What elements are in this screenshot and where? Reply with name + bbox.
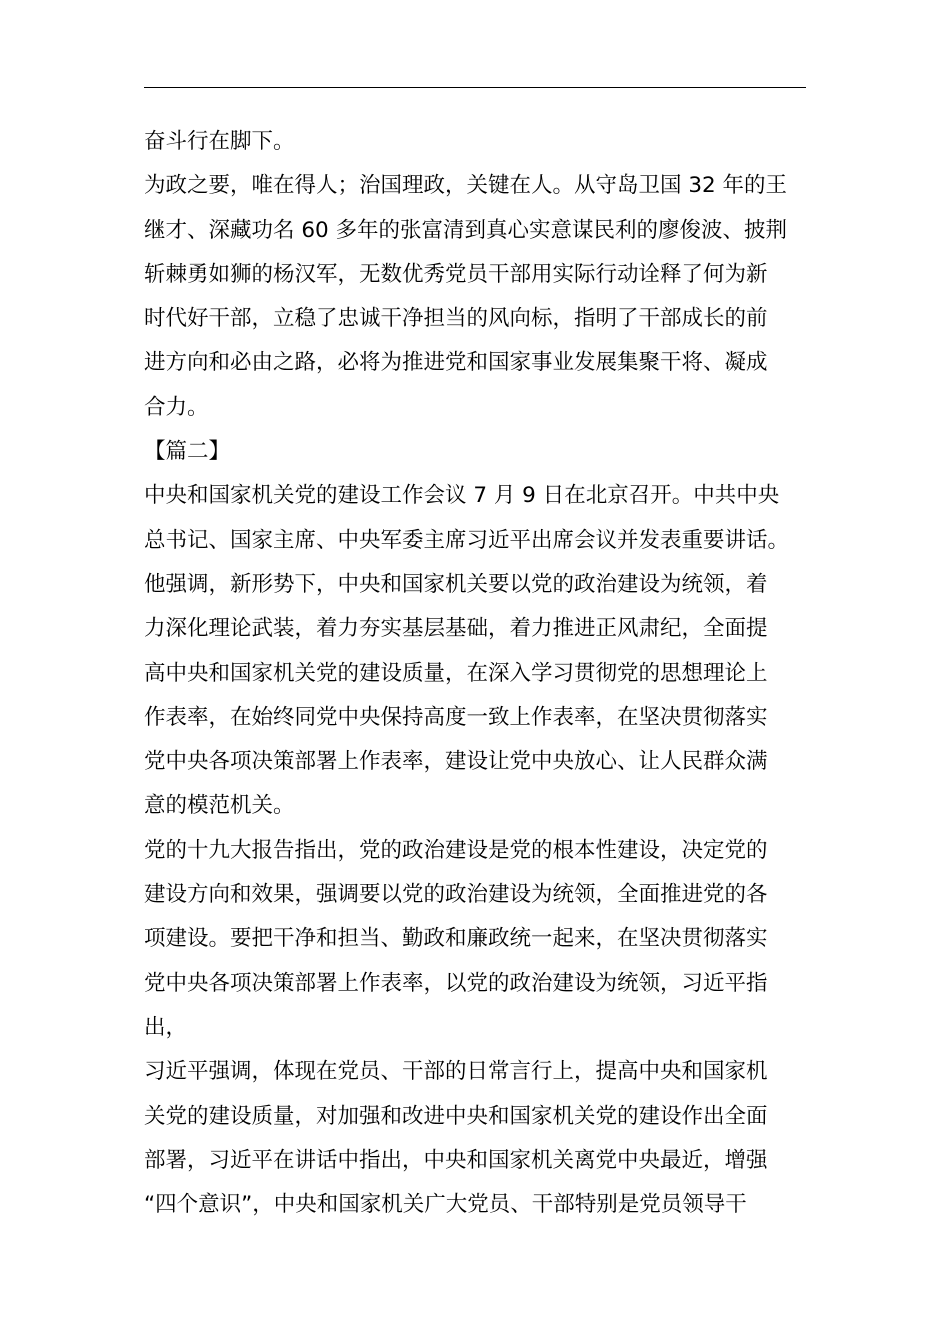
text-line: 建设方向和效果，强调要以党的政治建设为统领，全面推进党的各 bbox=[144, 882, 768, 908]
text-line: 关党的建设质量，对加强和改进中央和国家机关党的建设作出全面 bbox=[144, 1103, 768, 1129]
text-line: 他强调，新形势下，中央和国家机关要以党的政治建设为统领，着 bbox=[144, 571, 768, 597]
text-line: 党中央各项决策部署上作表率，以党的政治建设为统领，习近平指 bbox=[144, 970, 768, 996]
section-heading: 【篇二】 bbox=[144, 439, 231, 465]
text-line: 为政之要，唯在得人；治国理政，关键在人。从守岛卫国 32 年的王 bbox=[144, 173, 788, 199]
text-line: “四个意识”，中央和国家机关广大党员、干部特别是党员领导干 bbox=[144, 1192, 747, 1218]
text-line: 力深化理论武装，着力夯实基层基础，着力推进正风肃纪，全面提 bbox=[144, 616, 768, 642]
text-line: 奋斗行在脚下。 bbox=[144, 129, 295, 154]
text-line: 出， bbox=[144, 1014, 188, 1040]
text-line: 合力。 bbox=[144, 394, 209, 420]
text-line: 项建设。要把干净和担当、勤政和廉政统一起来，在坚决贯彻落实 bbox=[144, 926, 768, 952]
header-rule bbox=[144, 87, 806, 88]
body-text bbox=[144, 120, 814, 1227]
text-line: 部署，习近平在讲话中指出，中央和国家机关离党中央最近，增强 bbox=[144, 1147, 768, 1173]
text-line: 总书记、国家主席、中央军委主席习近平出席会议并发表重要讲话。 bbox=[144, 527, 790, 553]
text-line: 党的十九大报告指出，党的政治建设是党的根本性建设，决定党的 bbox=[144, 837, 768, 863]
text-line: 继才、深藏功名 60 多年的张富清到真心实意谋民利的廖俊波、披荆 bbox=[144, 217, 788, 243]
text-line: 党中央各项决策部署上作表率，建设让党中央放心、让人民群众满 bbox=[144, 749, 768, 775]
text-line: 时代好干部，立稳了忠诚干净担当的风向标，指明了干部成长的前 bbox=[144, 306, 768, 332]
text-line: 习近平强调，体现在党员、干部的日常言行上，提高中央和国家机 bbox=[144, 1059, 768, 1085]
text-line: 意的模范机关。 bbox=[144, 793, 295, 819]
text-line: 斩棘勇如狮的杨汉军，无数优秀党员干部用实际行动诠释了何为新 bbox=[144, 261, 768, 287]
text-line: 中央和国家机关党的建设工作会议 7 月 9 日在北京召开。中共中央 bbox=[144, 483, 780, 509]
text-line: 进方向和必由之路，必将为推进党和国家事业发展集聚干将、凝成 bbox=[144, 350, 768, 376]
text-line: 高中央和国家机关党的建设质量，在深入学习贯彻党的思想理论上 bbox=[144, 660, 768, 686]
text-line: 作表率，在始终同党中央保持高度一致上作表率，在坚决贯彻落实 bbox=[144, 704, 768, 730]
